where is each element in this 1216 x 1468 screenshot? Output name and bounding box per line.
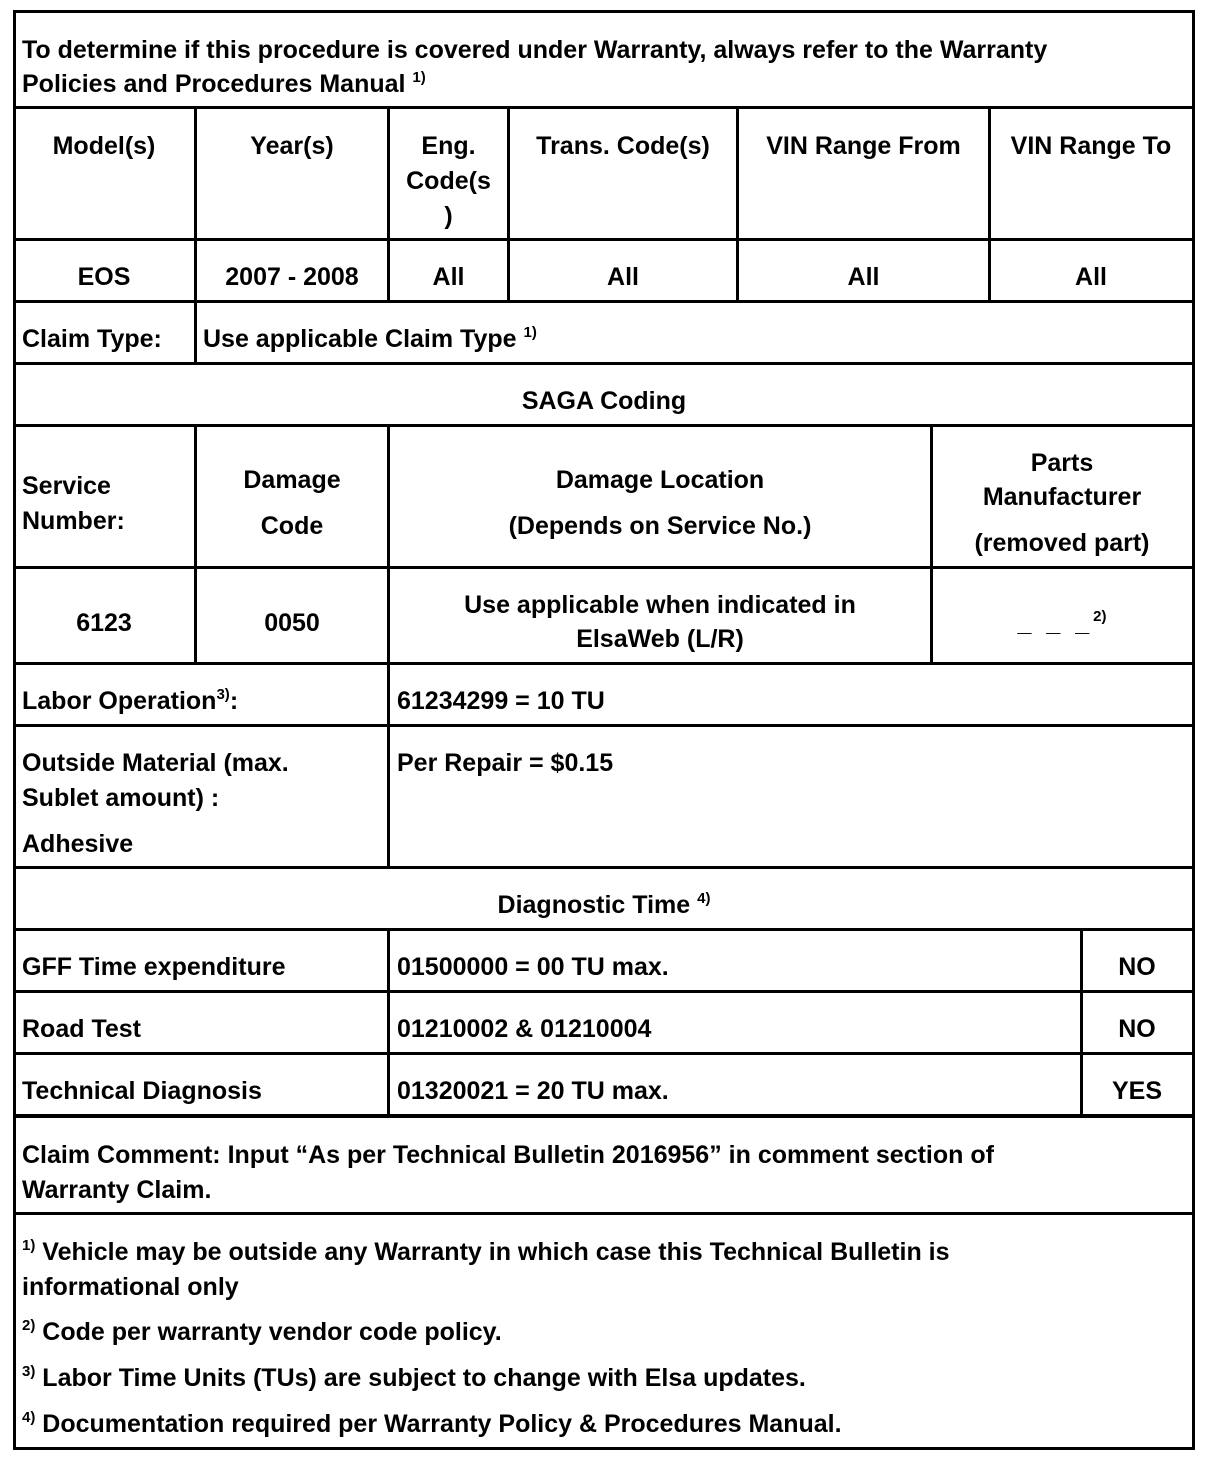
rule [13,928,1195,931]
warranty-table [13,10,1195,1450]
diagnostic-title-text: Diagnostic Time [497,891,691,919]
claim-type-text: Use applicable Claim Type [203,325,517,353]
footnote-marker: 1) [22,1237,36,1254]
rule [13,1052,1195,1055]
saga-header-service-line-1: Service [22,472,111,500]
footnote-marker: 4) [22,1409,36,1426]
intro-text: Policies and Procedures Manual [22,70,406,98]
diag-row-code: 01210002 & 01210004 [397,1015,652,1043]
rule [13,1212,1195,1215]
footnote-marker: 3) [22,1363,36,1380]
rule [13,362,1195,365]
saga-value-location-line-2: ElsaWeb (L/R) [576,625,744,653]
rule [13,300,1195,303]
diag-row-label: GFF Time expenditure [22,953,286,981]
outside-value: Per Repair = $0.15 [397,749,614,777]
header-vin-from: VIN Range From [766,132,961,160]
saga-header-parts-line-2: Manufacturer [982,483,1142,511]
saga-title: SAGA Coding [521,387,687,415]
intro-line-1: To determine if this procedure is covered under Warranty, always refer to the Warranty [22,36,1048,64]
rule [13,238,1195,241]
diag-row-code: 01320021 = 20 TU max. [397,1077,669,1105]
saga-header-parts-line-3: (removed part) [974,529,1150,557]
header-eng-line-2: Code(s [406,167,491,195]
value-vin-from: All [847,263,880,291]
labor-value: 61234299 = 10 TU [397,687,605,715]
saga-value-parts [932,606,1192,640]
diag-row-label: Road Test [22,1015,141,1043]
saga-header-damage-line-1: Damage [243,466,341,494]
labor-label-text: Labor Operation [22,687,217,715]
rule [13,662,1195,665]
rule [13,866,1195,869]
footnote-ref: 4) [697,890,711,907]
labor-colon: : [229,687,239,715]
rule [387,928,390,1116]
saga-header-service-line-2: Number: [22,507,125,535]
value-eng: All [432,263,465,291]
header-trans: Trans. Code(s) [536,132,710,160]
claim-comment-line-1: Claim Comment: Input “As per Technical Bulletin 2016956” in comment section of [22,1141,994,1169]
diag-row-code: 01500000 = 00 TU max. [397,953,669,981]
claim-type-value [203,322,537,356]
rule [13,424,1195,427]
diag-row-flag: YES [1111,1077,1163,1105]
value-trans: All [607,263,639,291]
rule [13,566,1195,569]
outside-label-line-2: Sublet amount) : [22,784,220,812]
rule [13,990,1195,993]
rule [13,106,1195,109]
footnote-ref: 2) [1093,608,1107,625]
labor-label [22,684,238,718]
value-years: 2007 - 2008 [225,263,359,291]
outside-label-line-3: Adhesive [22,830,134,858]
footnote-text: Labor Time Units (TUs) are subject to change with Elsa updates. [42,1364,806,1392]
header-eng-line-3: ) [444,202,453,230]
rule [387,662,390,866]
footnote-ref: 3) [216,686,230,703]
footnote-ref: 1) [412,69,426,86]
footnote-text: Documentation required per Warranty Policy & Procedures Manual. [42,1410,842,1438]
rule [13,1114,1195,1118]
header-eng-line-1: Eng. [421,132,476,160]
parts-placeholder: _ _ _ [1017,609,1094,637]
footnote-1-line-2: informational only [22,1273,239,1301]
saga-value-service: 6123 [76,609,132,637]
saga-header-parts-line-1: Parts [1030,449,1094,477]
intro-line-2 [22,67,426,101]
footnote-text: Code per warranty vendor code policy. [42,1318,502,1346]
diag-row-flag: NO [1118,953,1156,981]
footnote-text: Vehicle may be outside any Warranty in which case this Technical Bulletin is [42,1238,950,1266]
footnote-marker: 2) [22,1317,36,1334]
footnote-2 [22,1315,502,1349]
claim-type-label: Claim Type: [22,325,162,353]
saga-header-damage-line-2: Code [260,512,324,540]
header-vin-to: VIN Range To [1010,132,1172,160]
saga-header-location-line-1: Damage Location [555,466,765,494]
saga-value-location-line-1: Use applicable when indicated in [464,591,856,619]
saga-value-damage: 0050 [264,609,320,637]
footnote-ref: 1) [523,324,537,341]
header-models: Model(s) [52,132,156,160]
outside-label-line-1: Outside Material (max. [22,749,289,777]
diag-row-flag: NO [1118,1015,1156,1043]
saga-header-location-line-2: (Depends on Service No.) [508,512,812,540]
value-models: EOS [77,263,131,291]
footnote-1 [22,1235,950,1269]
value-vin-to: All [1075,263,1107,291]
rule [13,724,1195,727]
footnote-3 [22,1361,806,1395]
rule [194,300,197,362]
diag-row-label: Technical Diagnosis [22,1077,262,1105]
diagnostic-title [13,888,1195,922]
footnote-4 [22,1407,842,1441]
header-years: Year(s) [250,132,334,160]
claim-comment-line-2: Warranty Claim. [22,1176,212,1204]
